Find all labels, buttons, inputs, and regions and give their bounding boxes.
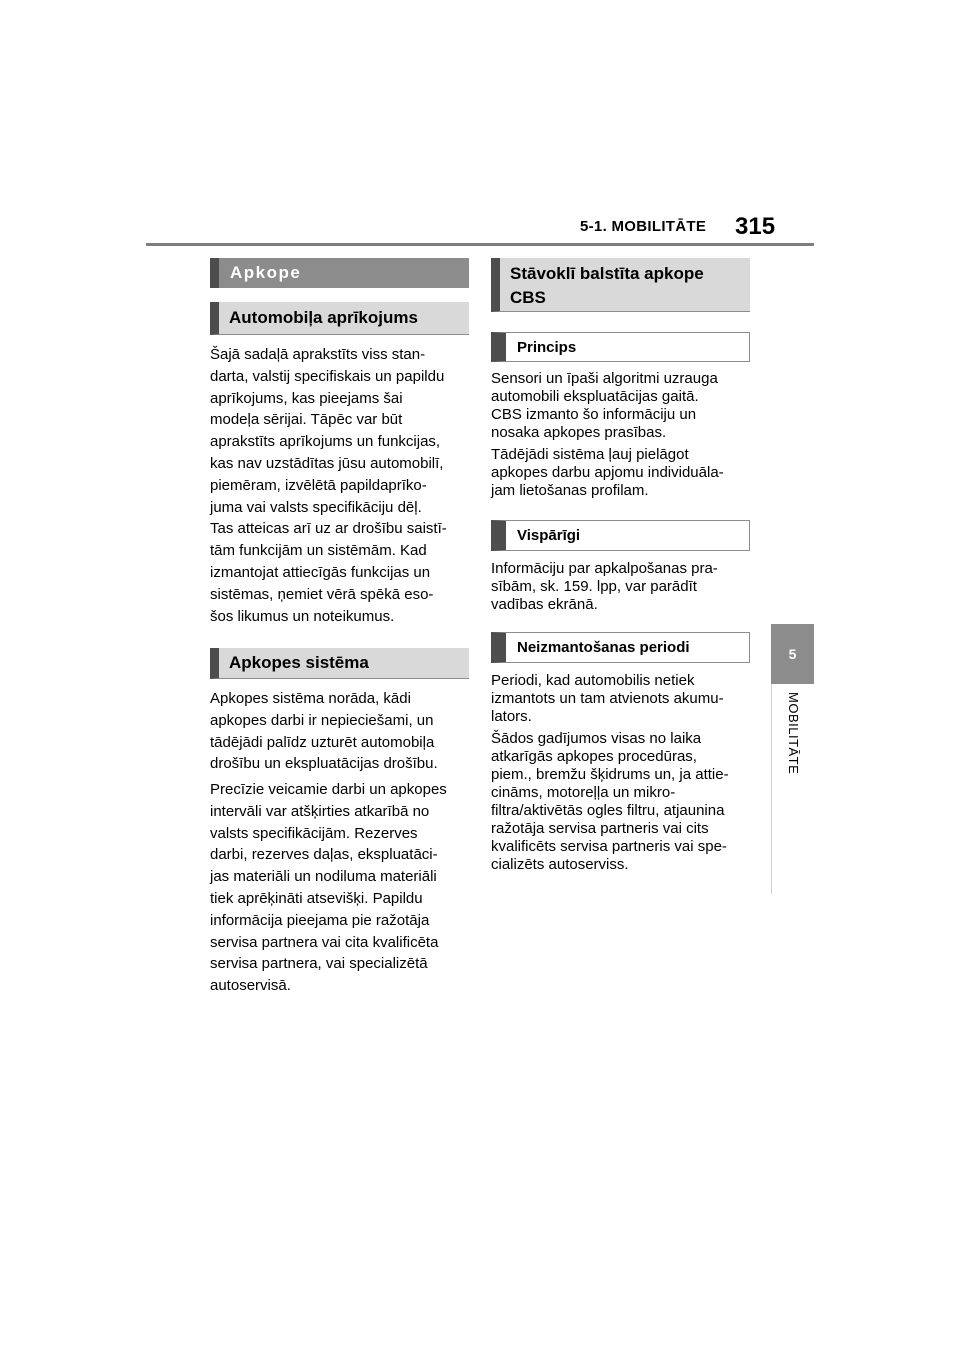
subheading-idle-periods: Neizmantošanas periodi bbox=[491, 632, 750, 663]
text-line: darta, valstij specifiskais un papildu bbox=[210, 367, 445, 385]
text-line: tām funkcijām un sistēmām. Kad bbox=[210, 542, 427, 560]
section-heading-vehicle-equipment: Automobiļa aprīkojums bbox=[210, 302, 469, 335]
text-line: sībām, sk. 159. lpp, var parādīt bbox=[491, 578, 697, 595]
text-line: CBS izmanto šo informāciju un bbox=[491, 406, 697, 423]
text-line: jas materiāli un nodiluma materiāli bbox=[210, 868, 437, 886]
section-heading-maintenance-system: Apkopes sistēma bbox=[210, 648, 469, 679]
heading-line: Stāvoklī balstīta apkope bbox=[510, 264, 704, 283]
vehicle-equipment-paragraph bbox=[210, 344, 447, 627]
text-line: tiek aprēķināti atsevišķi. Papildu bbox=[210, 889, 423, 907]
text-line: jam lietošanas profilam. bbox=[491, 482, 649, 499]
section-heading-cbs bbox=[491, 258, 750, 312]
general-paragraph bbox=[491, 560, 718, 614]
text-line: vadības ekrānā. bbox=[491, 596, 598, 613]
text-line: kvalificēts servisa partneris vai spe- bbox=[491, 838, 727, 855]
idle-periods-paragraph-1 bbox=[491, 672, 724, 726]
text-line: izmantojat attiecīgās funkcijas un bbox=[210, 563, 431, 581]
text-line: aprakstīts aprīkojums un funkcijas, bbox=[210, 433, 441, 451]
maintenance-system-paragraph-2 bbox=[210, 779, 447, 997]
text-line: modeļa sērijai. Tāpēc var būt bbox=[210, 411, 403, 429]
text-line: automobili ekspluatācijas gaitā. bbox=[491, 388, 699, 405]
text-line: Šādos gadījumos visas no laika bbox=[491, 730, 702, 747]
maintenance-system-paragraph-1 bbox=[210, 688, 438, 775]
chapter-title: Apkope bbox=[210, 258, 469, 288]
text-line: aprīkojums, kas pieejams šai bbox=[210, 389, 403, 407]
text-line: cializēts autoserviss. bbox=[491, 856, 629, 873]
text-line: intervāli var atšķirties atkarībā no bbox=[210, 802, 430, 820]
text-line: piem., bremžu šķidrums un, ja attie- bbox=[491, 766, 729, 783]
text-line: informācija pieejama pie ražotāja bbox=[210, 911, 430, 929]
chapter-tab-label-text: MOBILITĀTE bbox=[785, 692, 801, 775]
text-line: Sensori un īpaši algoritmi uzrauga bbox=[491, 370, 718, 387]
text-line: cināms, motoreļļa un mikro- bbox=[491, 784, 676, 801]
text-line: izmantots un tam atvienots akumu- bbox=[491, 690, 724, 707]
chapter-tab-number: 5 bbox=[771, 624, 814, 684]
text-line: šos likumus un noteikumus. bbox=[210, 607, 395, 625]
text-line: apkopes darbi ir nepieciešami, un bbox=[210, 711, 434, 729]
principle-paragraph-2 bbox=[491, 446, 724, 500]
subheading-principle: Princips bbox=[491, 332, 750, 362]
text-line: filtra/aktivētās ogles filtru, atjaunina bbox=[491, 802, 725, 819]
text-line: atkarīgās apkopes procedūras, bbox=[491, 748, 697, 765]
text-line: lators. bbox=[491, 708, 532, 725]
text-line: tādējādi palīdz uzturēt automobiļa bbox=[210, 733, 435, 751]
text-line: valsts specifikācijām. Rezerves bbox=[210, 824, 418, 842]
text-line: Precīzie veicamie darbi un apkopes bbox=[210, 781, 447, 798]
text-line: kas nav uzstādītas jūsu automobilī, bbox=[210, 454, 444, 472]
subheading-general: Vispārīgi bbox=[491, 520, 750, 551]
heading-line: CBS bbox=[510, 288, 546, 307]
chapter-tab-label bbox=[771, 684, 815, 894]
principle-paragraph-1 bbox=[491, 370, 718, 442]
text-line: autoservisā. bbox=[210, 977, 291, 995]
text-line: piemēram, izvēlētā papildaprīko- bbox=[210, 476, 427, 494]
section-header: 5-1. MOBILITĀTE bbox=[580, 218, 707, 235]
page-number: 315 bbox=[735, 213, 776, 240]
text-line: ražotāja servisa partneris vai cits bbox=[491, 820, 709, 837]
text-line: drošību un ekspluatācijas drošību. bbox=[210, 755, 438, 773]
text-line: nosaka apkopes prasības. bbox=[491, 424, 667, 441]
text-line: servisa partnera, vai specializētā bbox=[210, 955, 428, 973]
text-line: darbi, rezerves daļas, ekspluatāci- bbox=[210, 846, 438, 864]
text-line: sistēmas, ņemiet vērā spēkā eso- bbox=[210, 585, 434, 603]
text-line: Tas atteicas arī uz ar drošību saistī- bbox=[210, 520, 447, 538]
text-line: Tādējādi sistēma ļauj pielāgot bbox=[491, 446, 689, 463]
text-line: Apkopes sistēma norāda, kādi bbox=[210, 690, 411, 707]
text-line: Periodi, kad automobilis netiek bbox=[491, 672, 695, 689]
text-line: Informāciju par apkalpošanas pra- bbox=[491, 560, 718, 577]
text-line: servisa partnera vai cita kvalificēta bbox=[210, 933, 439, 951]
text-line: apkopes darbu apjomu individuāla- bbox=[491, 464, 724, 481]
text-line: Šajā sadaļā aprakstīts viss stan- bbox=[210, 346, 426, 363]
header-divider bbox=[146, 243, 814, 246]
idle-periods-paragraph-2 bbox=[491, 730, 729, 874]
text-line: juma vai valsts specifikāciju dēļ. bbox=[210, 498, 422, 516]
